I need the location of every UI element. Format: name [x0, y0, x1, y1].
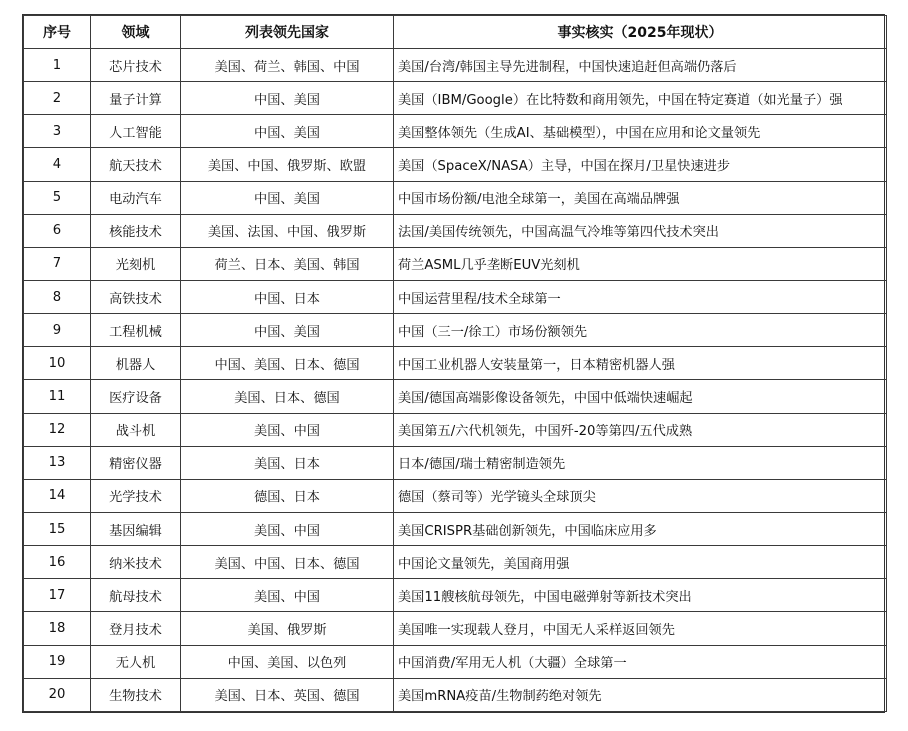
tech-leadership-table — [23, 15, 887, 712]
header-field: 领域 — [91, 16, 181, 49]
row-fact-cell: 美国（SpaceX/NASA）主导，中国在探月/卫星快速进步 — [394, 148, 887, 181]
row-index-cell: 13 — [24, 446, 91, 479]
row-countries-cell: 中国、美国、以色列 — [181, 645, 394, 678]
table-row — [24, 280, 887, 313]
row-field-cell: 光刻机 — [91, 247, 181, 280]
row-index-cell: 12 — [24, 413, 91, 446]
row-countries-cell: 美国、中国、俄罗斯、欧盟 — [181, 148, 394, 181]
table-row — [24, 612, 887, 645]
row-fact-cell: 美国（IBM/Google）在比特数和商用领先，中国在特定赛道（如光量子）强 — [394, 82, 887, 115]
row-fact-cell: 德国（蔡司等）光学镜头全球顶尖 — [394, 479, 887, 512]
row-index-cell: 2 — [24, 82, 91, 115]
row-fact-cell: 美国11艘核航母领先，中国电磁弹射等新技术突出 — [394, 579, 887, 612]
table-row — [24, 148, 887, 181]
table-row — [24, 479, 887, 512]
row-countries-cell: 美国、中国、日本、德国 — [181, 546, 394, 579]
row-fact-cell: 中国（三一/徐工）市场份额领先 — [394, 314, 887, 347]
row-field-cell: 光学技术 — [91, 479, 181, 512]
row-countries-cell: 中国、美国 — [181, 82, 394, 115]
row-index-cell: 20 — [24, 678, 91, 711]
row-field-cell: 量子计算 — [91, 82, 181, 115]
row-index-cell: 4 — [24, 148, 91, 181]
row-field-cell: 芯片技术 — [91, 49, 181, 82]
table-row — [24, 347, 887, 380]
row-index-cell: 1 — [24, 49, 91, 82]
row-fact-cell: 荷兰ASML几乎垄断EUV光刻机 — [394, 247, 887, 280]
row-countries-cell: 中国、美国、日本、德国 — [181, 347, 394, 380]
row-index-cell: 6 — [24, 214, 91, 247]
table-row — [24, 49, 887, 82]
row-field-cell: 人工智能 — [91, 115, 181, 148]
table-row — [24, 446, 887, 479]
row-fact-cell: 美国CRISPR基础创新领先，中国临床应用多 — [394, 512, 887, 545]
row-countries-cell: 德国、日本 — [181, 479, 394, 512]
comparison-table-container — [22, 14, 885, 713]
row-fact-cell: 中国运营里程/技术全球第一 — [394, 280, 887, 313]
row-fact-cell: 美国/德国高端影像设备领先，中国中低端快速崛起 — [394, 380, 887, 413]
row-index-cell: 3 — [24, 115, 91, 148]
header-leading-countries: 列表领先国家 — [181, 16, 394, 49]
table-row — [24, 181, 887, 214]
table-row — [24, 82, 887, 115]
table-body — [24, 49, 887, 712]
row-field-cell: 机器人 — [91, 347, 181, 380]
row-field-cell: 无人机 — [91, 645, 181, 678]
row-index-cell: 10 — [24, 347, 91, 380]
row-field-cell: 核能技术 — [91, 214, 181, 247]
header-fact-check: 事实核实（2025年现状） — [394, 16, 887, 49]
row-fact-cell: 美国/台湾/韩国主导先进制程，中国快速追赶但高端仍落后 — [394, 49, 887, 82]
row-field-cell: 精密仪器 — [91, 446, 181, 479]
row-field-cell: 高铁技术 — [91, 280, 181, 313]
row-index-cell: 5 — [24, 181, 91, 214]
table-row — [24, 413, 887, 446]
table-row — [24, 678, 887, 711]
table-row — [24, 512, 887, 545]
row-countries-cell: 美国、日本、德国 — [181, 380, 394, 413]
header-index: 序号 — [24, 16, 91, 49]
row-field-cell: 航母技术 — [91, 579, 181, 612]
row-countries-cell: 美国、日本 — [181, 446, 394, 479]
row-countries-cell: 中国、美国 — [181, 115, 394, 148]
row-fact-cell: 中国论文量领先，美国商用强 — [394, 546, 887, 579]
row-countries-cell: 美国、中国 — [181, 413, 394, 446]
row-index-cell: 14 — [24, 479, 91, 512]
row-fact-cell: 中国消费/军用无人机（大疆）全球第一 — [394, 645, 887, 678]
row-fact-cell: 中国工业机器人安装量第一，日本精密机器人强 — [394, 347, 887, 380]
row-countries-cell: 美国、俄罗斯 — [181, 612, 394, 645]
row-countries-cell: 美国、中国 — [181, 579, 394, 612]
row-countries-cell: 中国、美国 — [181, 314, 394, 347]
row-fact-cell: 法国/美国传统领先，中国高温气冷堆等第四代技术突出 — [394, 214, 887, 247]
row-index-cell: 15 — [24, 512, 91, 545]
row-fact-cell: 日本/德国/瑞士精密制造领先 — [394, 446, 887, 479]
table-row — [24, 546, 887, 579]
table-row — [24, 214, 887, 247]
row-index-cell: 19 — [24, 645, 91, 678]
row-fact-cell: 中国市场份额/电池全球第一，美国在高端品牌强 — [394, 181, 887, 214]
row-fact-cell: 美国第五/六代机领先，中国歼-20等第四/五代成熟 — [394, 413, 887, 446]
row-index-cell: 7 — [24, 247, 91, 280]
row-field-cell: 航天技术 — [91, 148, 181, 181]
table-row — [24, 247, 887, 280]
row-index-cell: 17 — [24, 579, 91, 612]
table-row — [24, 380, 887, 413]
row-index-cell: 16 — [24, 546, 91, 579]
row-field-cell: 工程机械 — [91, 314, 181, 347]
table-row — [24, 314, 887, 347]
row-field-cell: 基因编辑 — [91, 512, 181, 545]
row-index-cell: 9 — [24, 314, 91, 347]
row-countries-cell: 美国、中国 — [181, 512, 394, 545]
row-field-cell: 战斗机 — [91, 413, 181, 446]
table-row — [24, 579, 887, 612]
row-field-cell: 登月技术 — [91, 612, 181, 645]
row-countries-cell: 中国、美国 — [181, 181, 394, 214]
row-field-cell: 纳米技术 — [91, 546, 181, 579]
row-index-cell: 18 — [24, 612, 91, 645]
row-countries-cell: 中国、日本 — [181, 280, 394, 313]
table-row — [24, 115, 887, 148]
table-header-row — [24, 16, 887, 49]
row-countries-cell: 美国、日本、英国、德国 — [181, 678, 394, 711]
row-countries-cell: 美国、荷兰、韩国、中国 — [181, 49, 394, 82]
row-fact-cell: 美国mRNA疫苗/生物制药绝对领先 — [394, 678, 887, 711]
row-index-cell: 8 — [24, 280, 91, 313]
row-field-cell: 医疗设备 — [91, 380, 181, 413]
row-fact-cell: 美国整体领先（生成AI、基础模型），中国在应用和论文量领先 — [394, 115, 887, 148]
row-countries-cell: 荷兰、日本、美国、韩国 — [181, 247, 394, 280]
table-row — [24, 645, 887, 678]
row-countries-cell: 美国、法国、中国、俄罗斯 — [181, 214, 394, 247]
row-field-cell: 生物技术 — [91, 678, 181, 711]
row-field-cell: 电动汽车 — [91, 181, 181, 214]
row-index-cell: 11 — [24, 380, 91, 413]
row-fact-cell: 美国唯一实现载人登月，中国无人采样返回领先 — [394, 612, 887, 645]
